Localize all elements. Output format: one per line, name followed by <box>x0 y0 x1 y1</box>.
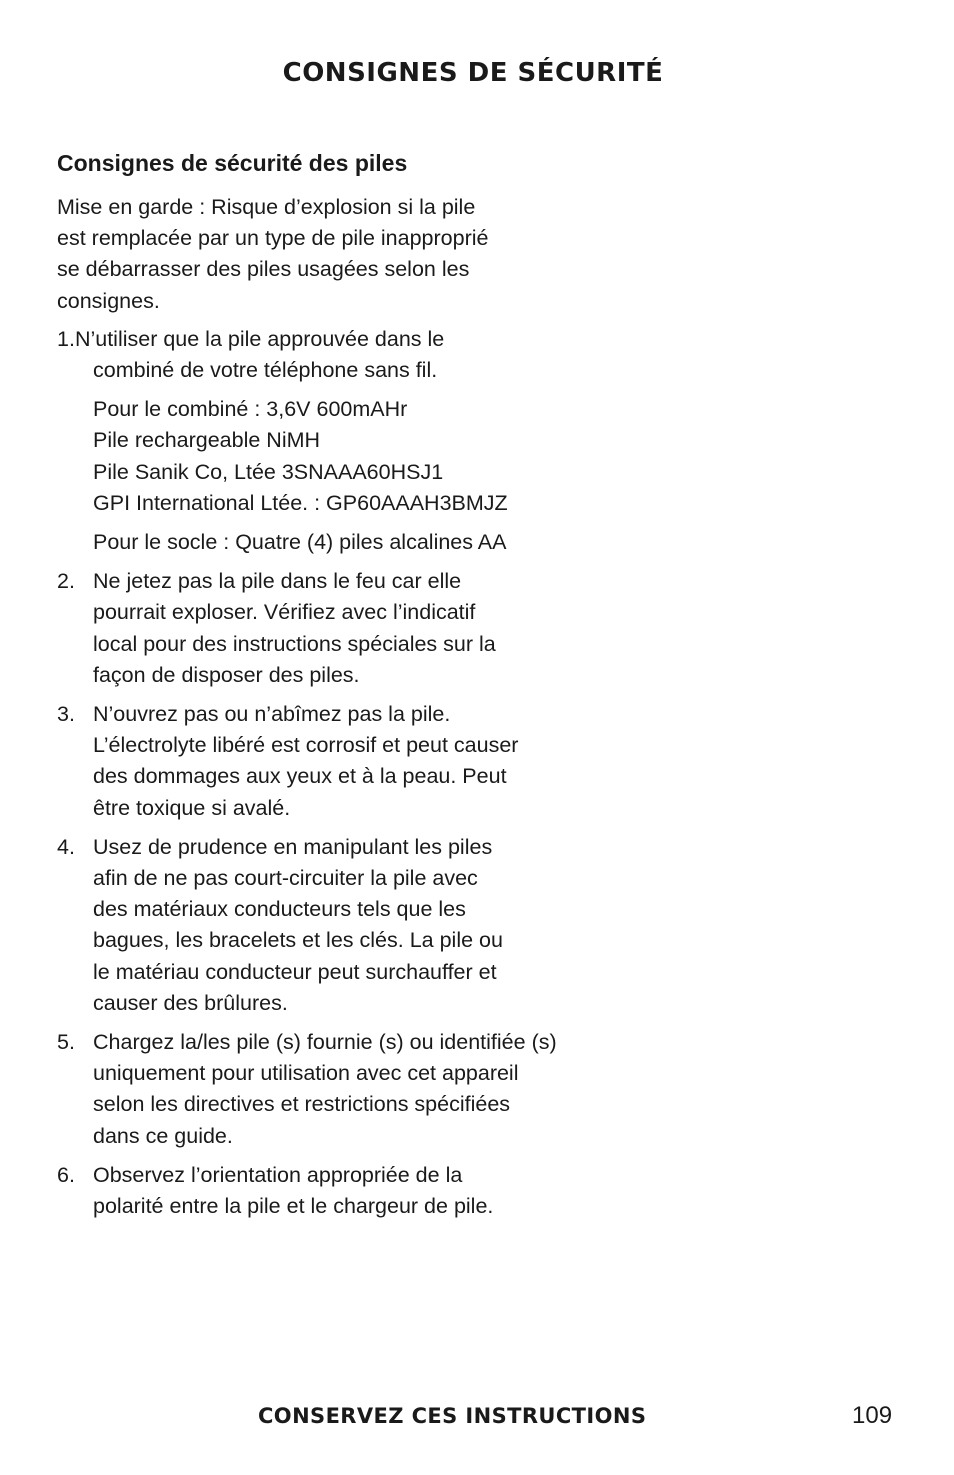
handset-battery-specs <box>57 394 597 519</box>
list-item-line: uniquement pour utilisation avec cet appareil <box>93 1061 519 1086</box>
list-item-line: L’électrolyte libéré est corrosif et peut causer <box>93 733 519 758</box>
list-item-6 <box>57 1160 597 1222</box>
intro-line: Mise en garde : Risque d’explosion si la pile <box>57 195 476 219</box>
spec-line: GPI International Ltée. : GP60AAAH3BMJZ <box>93 490 508 515</box>
section-heading: Consignes de sécurité des piles <box>57 150 408 176</box>
list-item-line: bagues, les bracelets et les clés. La pile ou <box>93 928 503 953</box>
list-item-line: afin de ne pas court-circuiter la pile avec <box>93 866 478 891</box>
list-item-line: être toxique si avalé. <box>93 795 291 820</box>
list-item-line: pourrait exploser. Vérifiez avec l’indicatif <box>93 600 476 625</box>
page-footer <box>0 1404 954 1438</box>
list-item-line: le matériau conducteur peut surchauffer et <box>93 959 497 984</box>
list-item-line: Observez l’orientation appropriée de la <box>93 1162 463 1187</box>
spec-line: Pile rechargeable NiMH <box>93 428 321 453</box>
base-battery-specs <box>57 527 597 558</box>
list-item-line: N’ouvrez pas ou n’abîmez pas la pile. <box>93 702 451 727</box>
list-item-number: 1. <box>57 326 75 351</box>
list-item-2 <box>57 566 597 691</box>
list-item-line: Usez de prudence en manipulant les piles <box>93 834 493 859</box>
intro-line: est remplacée par un type de pile inapproprié <box>57 226 489 251</box>
list-item-line: selon les directives et restrictions spécifiées <box>93 1092 511 1117</box>
list-item-3 <box>57 699 597 824</box>
list-item-line: des dommages aux yeux et à la peau. Peut <box>93 764 507 789</box>
footer-text: CONSERVEZ CES INSTRUCTIONS <box>258 1404 647 1428</box>
list-item-1 <box>57 324 597 386</box>
intro-line: se débarrasser des piles usagées selon les <box>57 257 470 282</box>
warning-paragraph <box>57 192 597 317</box>
page-number: 109 <box>852 1402 893 1429</box>
list-item-line: combiné de votre téléphone sans fil. <box>93 358 438 383</box>
list-item-number: 2. <box>57 569 75 594</box>
list-item-line: Chargez la/les pile (s) fournie (s) ou identifiée (s) <box>93 1030 557 1055</box>
list-item-text: N’utiliser que la pile approuvée dans le <box>74 326 445 351</box>
list-item-number: 5. <box>57 1030 75 1055</box>
intro-line: consignes. <box>57 288 160 313</box>
list-item-number: 6. <box>57 1162 75 1187</box>
list-item-number: 4. <box>57 834 75 859</box>
content-area <box>57 146 597 1230</box>
list-item-line: Ne jetez pas la pile dans le feu car elle <box>93 569 462 594</box>
list-item-line: des matériaux conducteurs tels que les <box>93 897 466 922</box>
spec-line: Pour le socle : Quatre (4) piles alcalines AA <box>93 530 507 555</box>
list-item-line <box>57 324 597 355</box>
list-item-4 <box>57 832 597 1019</box>
list-item-number: 3. <box>57 702 75 727</box>
page-title: CONSIGNES DE SÉCURITÉ <box>282 58 664 88</box>
spec-line: Pour le combiné : 3,6V 600mAHr <box>93 397 408 422</box>
list-item-line: causer des brûlures. <box>93 990 288 1015</box>
list-item-line: façon de disposer des piles. <box>93 662 360 687</box>
list-item-line: local pour des instructions spéciales sur la <box>93 631 496 656</box>
list-item-5 <box>57 1027 597 1152</box>
spec-line: Pile Sanik Co, Ltée 3SNAAA60HSJ1 <box>93 459 444 484</box>
list-item-line: dans ce guide. <box>93 1123 233 1148</box>
list-item-line: polarité entre la pile et le chargeur de pile. <box>93 1194 494 1219</box>
